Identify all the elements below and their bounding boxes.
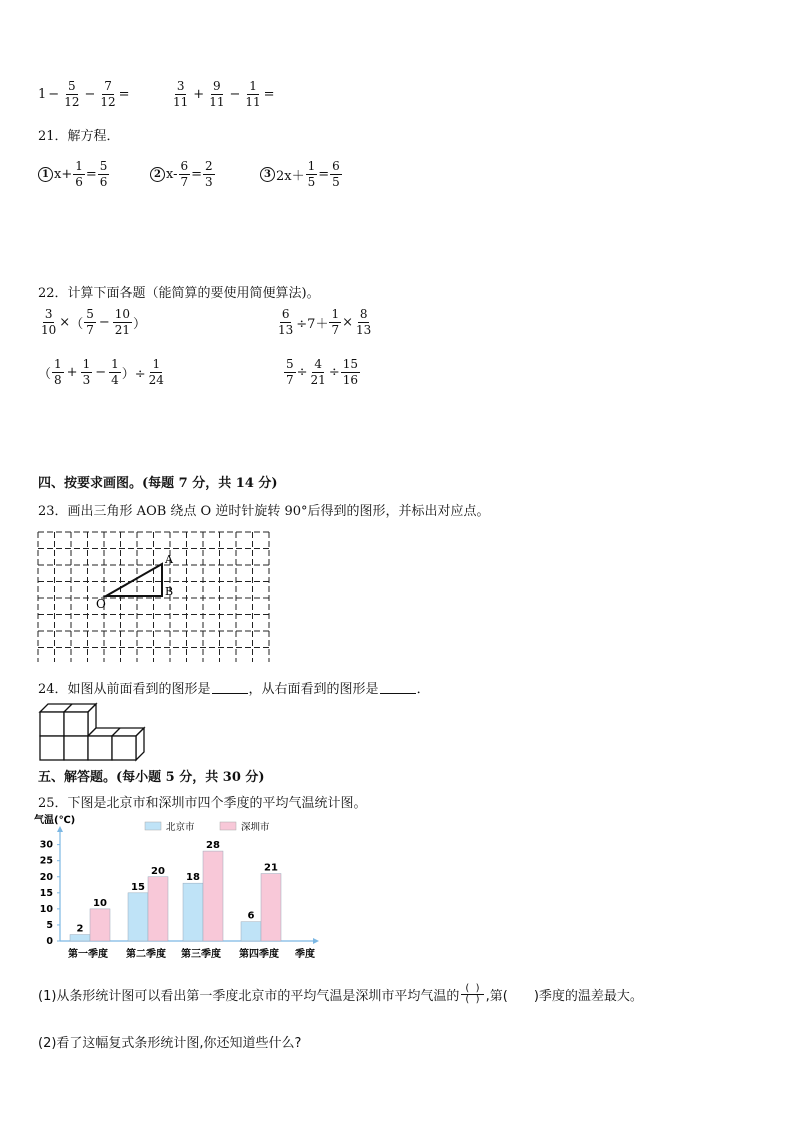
fraction: $\frac{1}{4}$ — [111, 357, 119, 387]
fraction: $\frac{5}{6}$ — [99, 159, 108, 189]
data-label: 15 — [131, 881, 145, 893]
y-axis-label: 气温(℃) — [34, 815, 76, 826]
data-label: 2 — [76, 923, 84, 935]
fraction: $\frac{1}{7}$ — [331, 307, 340, 337]
x-tick-label: 第三季度 — [181, 949, 221, 960]
fraction: $\frac{6}{5}$ — [332, 159, 340, 189]
fraction: $\frac{1}{3}$ — [82, 357, 91, 387]
q22-expr-a: $\frac{3}{10}$ × （ $\frac{5}{7}$ − $\frac{10}{21}$ ） — [41, 307, 147, 337]
fraction: $\frac{5}{7}$ — [286, 357, 294, 387]
fraction: $\frac{9}{11}$ — [209, 79, 225, 109]
q25-sub-question-2: (2)看了这幅复式条形统计图,你还知道些什么? — [38, 1036, 302, 1051]
legend-label: 北京市 — [166, 822, 195, 833]
legend-swatch — [145, 822, 161, 830]
temperature-bar-chart — [30, 810, 330, 970]
fraction: $\frac{6}{13}$ — [278, 307, 294, 337]
fraction: $\frac{3}{11}$ — [173, 79, 189, 109]
point-b-label: B — [165, 585, 174, 598]
x-tick-label: 第一季度 — [68, 949, 108, 960]
q21-equation-1: 1 x+ $\frac{1}{6}$ = $\frac{5}{6}$ — [38, 160, 110, 188]
data-label: 28 — [206, 840, 220, 852]
fraction: $\frac{1}{8}$ — [54, 357, 62, 387]
bar — [148, 877, 168, 941]
fraction: $\frac{5}{12}$ — [64, 79, 80, 109]
data-label: 20 — [151, 865, 165, 877]
point-o-label: O — [96, 597, 106, 611]
data-label: 18 — [186, 872, 200, 884]
q24-question: 24．如图从前面看到的图形是 ，从右面看到的图形是 ． — [38, 682, 430, 697]
q25-sub-question-1: (1)从条形统计图可以看出第一季度北京市的平均气温是深圳市平均气温的 $\frac{( )}{( )}$ ,第( )季度的温差最大。 — [38, 983, 643, 1005]
bar — [241, 922, 261, 941]
x-axis-arrow — [313, 938, 319, 944]
y-tick-label: 15 — [39, 887, 53, 899]
y-tick-label: 10 — [39, 903, 53, 915]
bar — [183, 883, 203, 941]
q22-expr-c: （ $\frac{1}{8}$ + $\frac{1}{3}$ − $\frac{1}{4}$ ）÷ $\frac{1}{24}$ — [38, 357, 164, 387]
y-tick-label: 25 — [39, 855, 53, 867]
fraction: $\frac{6}{7}$ — [180, 159, 189, 189]
fraction: $\frac{1}{24}$ — [148, 357, 164, 387]
fraction: $\frac{1}{5}$ — [307, 159, 316, 189]
q23-title: 23．画出三角形 AOB 绕点 O 逆时针旋转 90°后得到的图形，并标出对应点。 — [38, 504, 490, 519]
answer-fraction-blank[interactable]: $\frac{( )}{( )}$ — [461, 984, 483, 1005]
legend-label: 深圳市 — [241, 822, 270, 833]
q20-expr1: 1 − $\frac{5}{12}$ − $\frac{7}{12}$ = — [38, 79, 130, 109]
bar — [70, 935, 90, 941]
bar — [90, 909, 110, 941]
circled-number: 3 — [260, 167, 275, 182]
fraction: $\frac{3}{10}$ — [41, 307, 57, 337]
x-tick-label: 第四季度 — [239, 949, 279, 960]
fraction: $\frac{1}{6}$ — [75, 159, 83, 189]
rotation-grid-figure — [36, 530, 270, 662]
fraction: $\frac{4}{21}$ — [310, 357, 326, 387]
fraction: $\frac{2}{3}$ — [205, 159, 213, 189]
fraction: $\frac{5}{7}$ — [86, 307, 94, 337]
data-label: 21 — [264, 862, 278, 874]
data-label: 6 — [247, 910, 255, 922]
circled-number: 1 — [38, 167, 53, 182]
answer-blank-right[interactable] — [380, 681, 416, 694]
cube-stack-figure — [38, 702, 150, 762]
point-a-label: A — [165, 553, 173, 566]
circled-number: 2 — [150, 167, 165, 182]
fraction: $\frac{15}{16}$ — [342, 357, 359, 387]
legend-swatch — [220, 822, 236, 830]
x-axis-label: 季度 — [295, 949, 315, 960]
x-tick-label: 第二季度 — [126, 949, 166, 960]
section-4-heading: 四、按要求画图。(每题 7 分，共 14 分) — [38, 476, 278, 491]
y-tick-label: 30 — [39, 839, 53, 851]
y-tick-label: 20 — [39, 871, 53, 883]
q25-title: 25．下图是北京市和深圳市四个季度的平均气温统计图。 — [38, 796, 367, 811]
q21-title: 21．解方程． — [38, 129, 120, 144]
q22-expr-d: $\frac{5}{7}$ ÷ $\frac{4}{21}$ ÷ $\frac{15}{16}$ — [286, 357, 359, 387]
fraction: $\frac{10}{21}$ — [114, 307, 131, 337]
bar — [203, 851, 223, 941]
bar — [128, 893, 148, 941]
y-tick-label: 0 — [46, 936, 53, 947]
q22-title: 22．计算下面各题（能简算的要使用简便算法)。 — [38, 286, 320, 301]
data-label: 10 — [93, 897, 107, 909]
q21-equation-2: 2 x- $\frac{6}{7}$ = $\frac{2}{3}$ — [150, 160, 216, 188]
section-5-heading: 五、解答题。(每小题 5 分，共 30 分) — [38, 770, 265, 785]
bar — [261, 874, 281, 941]
answer-blank-front[interactable] — [212, 681, 248, 694]
q22-expr-b: $\frac{6}{13}$ ÷7＋ $\frac{1}{7}$ × $\frac{8}{13}$ — [278, 307, 372, 337]
y-tick-label: 5 — [46, 919, 53, 931]
q20-expr2: $\frac{3}{11}$ + $\frac{9}{11}$ − $\frac{1}{11}$ = — [173, 79, 275, 109]
y-axis-arrow — [57, 826, 63, 832]
q21-equation-3: 3 2x＋ $\frac{1}{5}$ = $\frac{6}{5}$ — [260, 160, 343, 188]
fraction: $\frac{8}{13}$ — [356, 307, 372, 337]
fraction: $\frac{1}{11}$ — [245, 79, 261, 109]
fraction: $\frac{7}{12}$ — [100, 79, 116, 109]
